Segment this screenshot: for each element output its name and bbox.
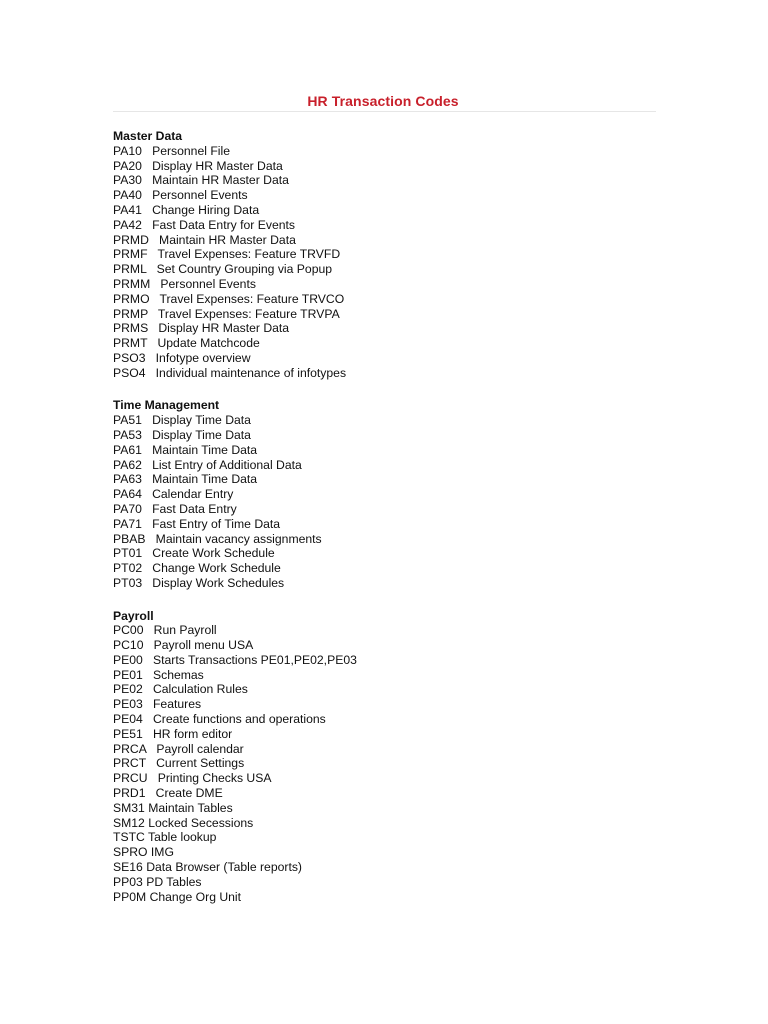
transaction-code-line: PE01 Schemas — [113, 667, 204, 682]
transaction-code-line: PBAB Maintain vacancy assignments — [113, 531, 322, 546]
transaction-code-line: PRMD Maintain HR Master Data — [113, 232, 296, 247]
transaction-code-line: PA53 Display Time Data — [113, 427, 251, 442]
transaction-code-line: PP03 PD Tables — [113, 874, 202, 889]
transaction-code-line: PRMS Display HR Master Data — [113, 321, 290, 336]
transaction-code-line: PA64 Calendar Entry — [113, 487, 234, 502]
transaction-code-line: PE04 Create functions and operations — [113, 712, 326, 727]
transaction-code-line: PE51 HR form editor — [113, 726, 233, 741]
transaction-code-line: PT02 Change Work Schedule — [113, 561, 281, 576]
section-heading: Payroll — [113, 608, 154, 623]
transaction-code-line: SM12 Locked Secessions — [113, 815, 254, 830]
transaction-code-line: PSO3 Infotype overview — [113, 350, 251, 365]
transaction-code-line: SPRO IMG — [113, 845, 174, 860]
transaction-code-line: PP0M Change Org Unit — [113, 889, 242, 904]
transaction-code-line: PRMM Personnel Events — [113, 276, 256, 291]
transaction-code-line: PE02 Calculation Rules — [113, 682, 248, 697]
transaction-code-line: PA42 Fast Data Entry for Events — [113, 217, 295, 232]
document-body — [113, 129, 673, 904]
section-payroll — [113, 609, 673, 905]
transaction-code-line: PSO4 Individual maintenance of infotypes — [113, 365, 347, 380]
transaction-code-line: PT01 Create Work Schedule — [113, 546, 275, 561]
transaction-code-line: TSTC Table lookup — [113, 830, 217, 845]
transaction-code-line: PE03 Features — [113, 697, 202, 712]
transaction-code-line: PE00 Starts Transactions PE01,PE02,PE03 — [113, 652, 357, 667]
transaction-code-line: PRMP Travel Expenses: Feature TRVPA — [113, 306, 340, 321]
transaction-code-line: PRMT Update Matchcode — [113, 336, 260, 351]
transaction-code-line: PA62 List Entry of Additional Data — [113, 457, 302, 472]
transaction-code-line: PRCU Printing Checks USA — [113, 771, 272, 786]
transaction-code-line: PA40 Personnel Events — [113, 188, 248, 203]
transaction-code-line: PA20 Display HR Master Data — [113, 158, 283, 173]
transaction-code-line: SM31 Maintain Tables — [113, 800, 233, 815]
page-title: HR Transaction Codes — [307, 93, 459, 109]
transaction-code-line: PA41 Change Hiring Data — [113, 202, 260, 217]
transaction-code-line: PA71 Fast Entry of Time Data — [113, 516, 281, 531]
transaction-code-line: PA63 Maintain Time Data — [113, 472, 258, 487]
transaction-code-line: PRMO Travel Expenses: Feature TRVCO — [113, 291, 345, 306]
transaction-code-line: PA51 Display Time Data — [113, 413, 251, 428]
section-heading: Time Management — [113, 398, 220, 413]
transaction-code-line: PA70 Fast Data Entry — [113, 501, 237, 516]
transaction-code-line: PA30 Maintain HR Master Data — [113, 173, 289, 188]
transaction-code-line: PA61 Maintain Time Data — [113, 442, 258, 457]
transaction-code-line: PRMF Travel Expenses: Feature TRVFD — [113, 247, 341, 262]
transaction-code-line: PA10 Personnel File — [113, 143, 230, 158]
transaction-code-line: PC00 Run Payroll — [113, 623, 217, 638]
section-master-data — [113, 129, 673, 381]
transaction-code-line: PRCT Current Settings — [113, 756, 245, 771]
transaction-code-line: PRD1 Create DME — [113, 786, 223, 801]
transaction-code-line: PC10 Payroll menu USA — [113, 638, 254, 653]
transaction-code-line: SE16 Data Browser (Table reports) — [113, 860, 302, 875]
title-divider — [113, 111, 656, 112]
transaction-code-line: PT03 Display Work Schedules — [113, 575, 285, 590]
section-heading: Master Data — [113, 129, 183, 143]
section-time-management — [113, 398, 673, 590]
transaction-code-line: PRML Set Country Grouping via Popup — [113, 262, 333, 277]
transaction-code-line: PRCA Payroll calendar — [113, 741, 244, 756]
